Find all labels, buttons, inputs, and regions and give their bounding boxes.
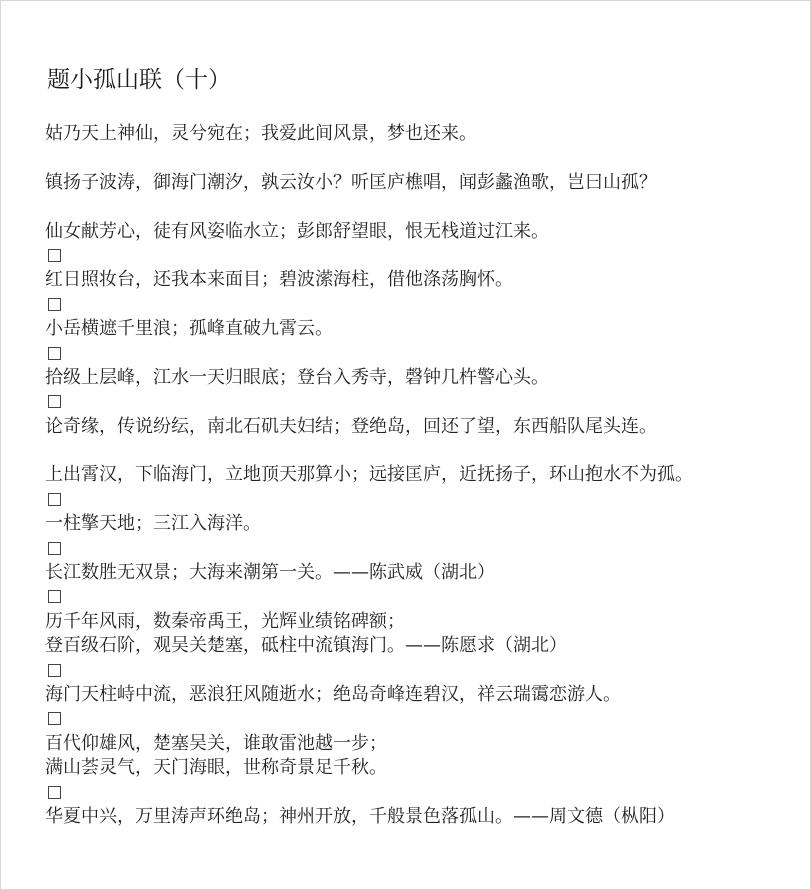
- placeholder-box-icon: [45, 342, 805, 366]
- couplet-line: 长江数胜无双景；大海来潮第一关。——陈武威（湖北）: [45, 562, 495, 584]
- document-body: [45, 122, 805, 829]
- couplet-line: 海门天柱峙中流，恶浪狂风随逝水；绝岛奇峰连碧汉，祥云瑞霭恋游人。: [45, 683, 621, 705]
- empty-square-icon: [48, 590, 61, 603]
- couplet-line: 上出霄汉，下临海门，立地顶天那算小；远接匡庐，近抚扬子，环山抱水不为孤。: [45, 464, 693, 486]
- couplet-line: 登百级石阶，观吴关楚塞，砥柱中流镇海门。——陈愿求（湖北）: [45, 635, 567, 657]
- placeholder-box-icon: [45, 488, 805, 512]
- couplet-line: 满山荟灵气，天门海眼，世称奇景足千秋。: [45, 757, 387, 779]
- couplet-line: 姑乃天上神仙，灵兮宛在；我爱此间风景，梦也还来。: [45, 123, 477, 144]
- couplet-line: 拾级上层峰，江水一天归眼底；登台入秀寺，磬钟几杵警心头。: [45, 366, 549, 388]
- placeholder-box-icon: [45, 244, 805, 268]
- blank-line: [45, 195, 805, 219]
- couplet-line: 华夏中兴，万里涛声环绝岛；神州开放，千般景色落孤山。——周文德（枞阳）: [45, 805, 675, 827]
- couplet-line: 小岳横遮千里浪；孤峰直破九霄云。: [45, 318, 333, 340]
- placeholder-box-icon: [45, 585, 805, 609]
- blank-line: [45, 146, 805, 170]
- placeholder-box-icon: [45, 537, 805, 561]
- placeholder-box-icon: [45, 390, 805, 414]
- page-title: 题小孤山联（十）: [47, 67, 231, 93]
- empty-square-icon: [48, 298, 61, 311]
- couplet-line: 论奇缘，传说纷纭，南北石矶夫妇结；登绝岛，回还了望，东西船队尾头连。: [45, 415, 657, 437]
- placeholder-box-icon: [45, 781, 805, 805]
- empty-square-icon: [48, 542, 61, 555]
- blank-line: [45, 439, 805, 463]
- couplet-line: 百代仰雄风，楚塞吴关，谁敢雷池越一步；: [45, 732, 387, 754]
- empty-square-icon: [48, 249, 61, 262]
- empty-square-icon: [48, 786, 61, 799]
- couplet-line: 一柱擎天地；三江入海洋。: [45, 513, 261, 535]
- empty-square-icon: [48, 395, 61, 408]
- couplet-line: 镇扬子波涛，御海门潮汐，孰云汝小？听匡庐樵唱，闻彭蠡渔歌，岂曰山孤？: [45, 171, 657, 193]
- placeholder-box-icon: [45, 293, 805, 317]
- empty-square-icon: [48, 712, 61, 725]
- couplet-line: 历千年风雨，数秦帝禹王，光辉业绩铭碑额；: [45, 610, 405, 632]
- couplet-line: 红日照妆台，还我本来面目；碧波潆海柱，借他涤荡胸怀。: [45, 269, 513, 291]
- couplet-line: 仙女献芳心，徒有风姿临水立；彭郎舒望眼，恨无栈道过江来。: [45, 220, 549, 242]
- placeholder-box-icon: [45, 659, 805, 683]
- empty-square-icon: [48, 347, 61, 360]
- empty-square-icon: [48, 664, 61, 677]
- empty-square-icon: [48, 493, 61, 506]
- placeholder-box-icon: [45, 707, 805, 731]
